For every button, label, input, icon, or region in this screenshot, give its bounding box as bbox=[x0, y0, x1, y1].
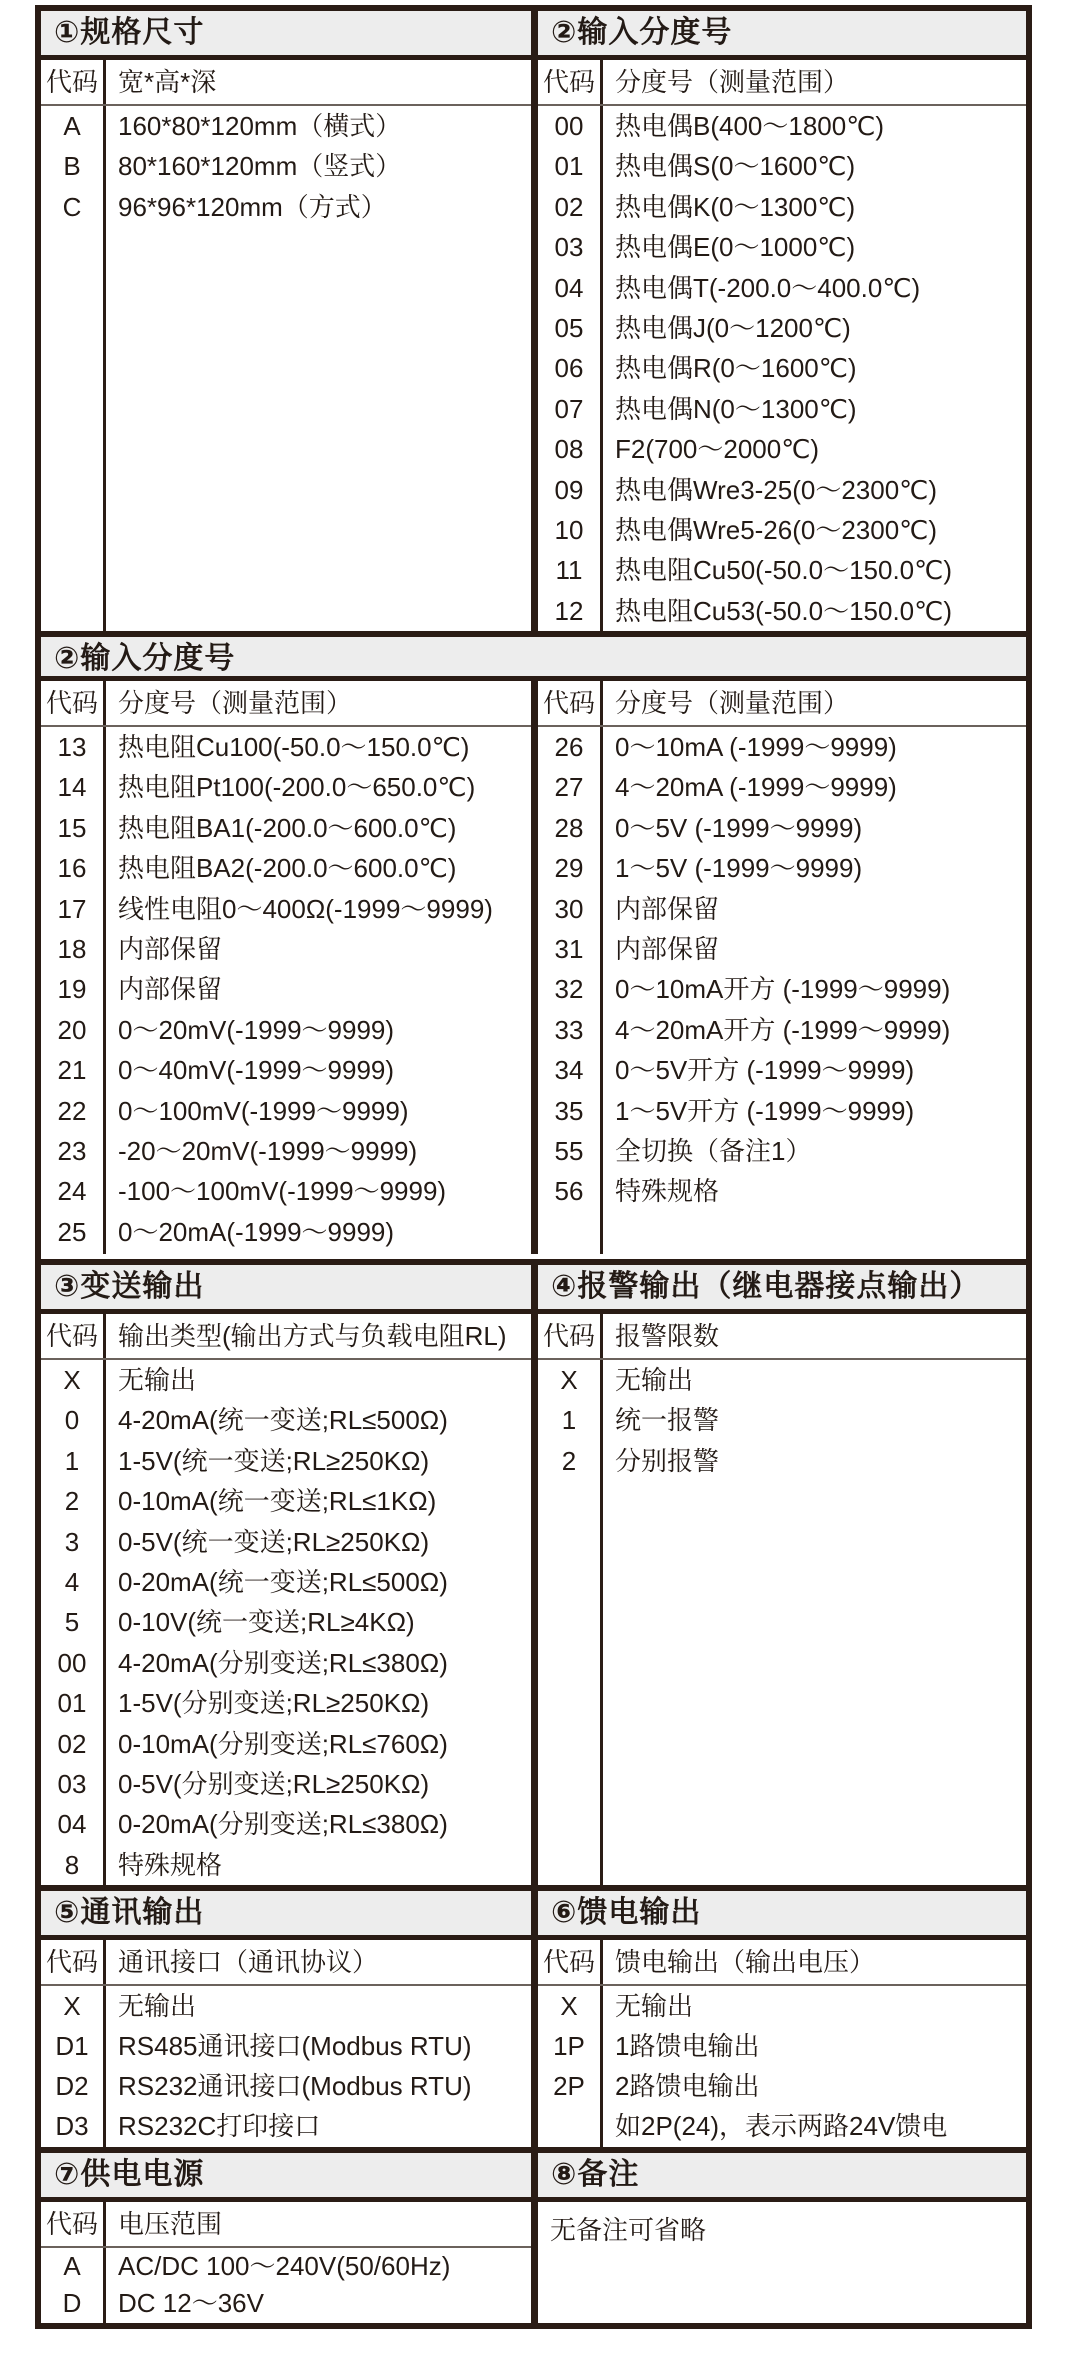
band-input-division-2 bbox=[41, 631, 1026, 1259]
spec-selection-table bbox=[35, 5, 1032, 2329]
desc-cell: 1～5V (-1999～9999) bbox=[615, 853, 863, 884]
code-cell: 25 bbox=[57, 1216, 87, 1247]
desc-cell: 统一报警 bbox=[615, 1405, 720, 1436]
table-row bbox=[41, 1050, 531, 1090]
desc-cell: AC/DC 100～240V(50/60Hz) bbox=[118, 2251, 451, 2281]
table-row bbox=[41, 1522, 531, 1562]
desc-cell: RS485通讯接口(Modbus RTU) bbox=[118, 2031, 472, 2061]
table-row bbox=[41, 1171, 531, 1211]
desc-cell: 内部保留 bbox=[118, 974, 223, 1005]
section-title: ③变送输出 bbox=[41, 1265, 531, 1314]
table-row bbox=[41, 1643, 531, 1683]
section-input-division-1 bbox=[538, 11, 1026, 631]
code-cell: 32 bbox=[554, 974, 584, 1005]
table-row bbox=[538, 227, 1026, 267]
desc-header-cell: 输出类型(输出方式与负载电阻RL) bbox=[118, 1321, 507, 1351]
desc-cell: 热电偶Wre3-25(0～2300℃) bbox=[615, 474, 938, 505]
code-cell: B bbox=[63, 151, 81, 182]
desc-cell: 0-5V(统一变送;RL≥250KΩ) bbox=[118, 1526, 430, 1557]
desc-cell: 0～100mV(-1999～9999) bbox=[118, 1095, 409, 1126]
table-row bbox=[538, 1010, 1026, 1050]
code-cell: 26 bbox=[554, 732, 584, 762]
code-cell: 02 bbox=[554, 191, 584, 222]
table-row bbox=[538, 389, 1026, 429]
table-row bbox=[41, 1764, 531, 1804]
code-cell: 2P bbox=[553, 2071, 585, 2101]
table-row bbox=[41, 2248, 531, 2285]
table-row bbox=[538, 767, 1026, 807]
desc-cell: 0～10mA (-1999～9999) bbox=[615, 732, 897, 762]
code-cell: 1 bbox=[561, 1405, 577, 1436]
desc-cell: 热电阻BA1(-200.0～600.0℃) bbox=[118, 812, 457, 843]
code-cell: 3 bbox=[64, 1526, 80, 1557]
rows-area bbox=[538, 1986, 1026, 2147]
input-division-left-columns bbox=[41, 681, 538, 1254]
desc-cell: 线性电阻0～400Ω(-1999～9999) bbox=[118, 893, 493, 924]
desc-cell: 0～40mV(-1999～9999) bbox=[118, 1055, 395, 1086]
code-cell: C bbox=[62, 191, 82, 222]
code-cell: X bbox=[560, 1991, 578, 2021]
table-row bbox=[41, 1481, 531, 1521]
code-cell: 27 bbox=[554, 772, 584, 803]
code-cell: 5 bbox=[64, 1607, 80, 1638]
table-row bbox=[41, 1212, 531, 1252]
table-row bbox=[41, 929, 531, 969]
table-row bbox=[41, 2285, 531, 2322]
desc-cell: 无输出 bbox=[615, 1991, 694, 2021]
code-cell: 8 bbox=[64, 1849, 80, 1880]
section-title: ①规格尺寸 bbox=[41, 11, 531, 60]
code-cell: 05 bbox=[554, 312, 584, 343]
code-cell: 03 bbox=[554, 232, 584, 263]
table-row bbox=[41, 1010, 531, 1050]
code-cell: 56 bbox=[554, 1176, 584, 1207]
desc-cell: 热电偶S(0～1600℃) bbox=[615, 151, 856, 182]
code-cell: X bbox=[63, 1365, 81, 1395]
desc-cell: 0-20mA(统一变送;RL≤500Ω) bbox=[118, 1566, 448, 1597]
table-row bbox=[538, 1400, 1026, 1440]
code-cell: D1 bbox=[55, 2031, 89, 2061]
table-row bbox=[41, 187, 531, 227]
desc-cell: 热电偶B(400～1800℃) bbox=[615, 111, 885, 141]
desc-header-cell: 通讯接口（通讯协议） bbox=[118, 1947, 379, 1977]
code-cell: 00 bbox=[554, 111, 584, 141]
table-row bbox=[538, 848, 1026, 888]
desc-header-cell: 分度号（测量范围） bbox=[615, 688, 850, 718]
table-row bbox=[538, 308, 1026, 348]
desc-header-cell: 分度号（测量范围） bbox=[615, 67, 850, 97]
desc-cell: 0～5V开方 (-1999～9999) bbox=[615, 1055, 915, 1086]
code-header-cell: 代码 bbox=[45, 1947, 98, 1977]
table-row bbox=[41, 848, 531, 888]
desc-header-cell: 报警限数 bbox=[615, 1321, 720, 1351]
desc-cell: 热电偶R(0～1600℃) bbox=[615, 353, 857, 384]
rows-area bbox=[41, 1986, 531, 2147]
desc-cell: 2路馈电输出 bbox=[615, 2071, 760, 2101]
table-row bbox=[41, 1724, 531, 1764]
code-header-cell: 代码 bbox=[45, 67, 98, 97]
code-cell bbox=[538, 2106, 600, 2146]
table-row bbox=[41, 1683, 531, 1723]
table-row bbox=[538, 1131, 1026, 1171]
desc-cell: 无输出 bbox=[118, 1991, 197, 2021]
section-title: ②输入分度号 bbox=[538, 11, 1026, 60]
table-row bbox=[41, 1562, 531, 1602]
code-cell: 30 bbox=[554, 893, 584, 924]
band-power-and-remarks bbox=[41, 2147, 1026, 2323]
desc-cell: 内部保留 bbox=[118, 933, 223, 964]
code-header-cell: 代码 bbox=[542, 1321, 595, 1351]
code-cell: X bbox=[63, 1991, 81, 2021]
desc-cell: 热电阻Cu100(-50.0～150.0℃) bbox=[118, 732, 470, 762]
code-cell: 04 bbox=[554, 272, 584, 303]
code-header-cell: 代码 bbox=[45, 688, 98, 718]
code-cell: 08 bbox=[554, 434, 584, 465]
table-row bbox=[41, 889, 531, 929]
section-communication-output bbox=[41, 1891, 538, 2147]
code-header-cell: 代码 bbox=[45, 1321, 98, 1351]
code-cell: 22 bbox=[57, 1095, 87, 1126]
desc-cell: 热电偶E(0～1000℃) bbox=[615, 232, 856, 263]
code-header-cell: 代码 bbox=[45, 2209, 98, 2239]
table-row bbox=[41, 1986, 531, 2026]
table-row bbox=[538, 591, 1026, 631]
desc-cell: 热电阻Pt100(-200.0～650.0℃) bbox=[118, 772, 476, 803]
desc-cell: 1～5V开方 (-1999～9999) bbox=[615, 1095, 915, 1126]
band-comm-and-feed bbox=[41, 1885, 1026, 2147]
table-row bbox=[41, 1441, 531, 1481]
code-cell: 55 bbox=[554, 1135, 584, 1166]
code-cell: 12 bbox=[554, 595, 584, 626]
code-cell: 1P bbox=[553, 2031, 585, 2061]
desc-cell: 0-5V(分别变送;RL≥250KΩ) bbox=[118, 1768, 430, 1799]
desc-cell: F2(700～2000℃) bbox=[615, 434, 820, 465]
table-row bbox=[538, 889, 1026, 929]
desc-cell: 热电偶J(0～1200℃) bbox=[615, 312, 851, 343]
table-row bbox=[538, 2066, 1026, 2106]
desc-cell: 分别报警 bbox=[615, 1445, 720, 1476]
desc-header-cell: 宽*高*深 bbox=[118, 67, 217, 97]
column-header-row bbox=[538, 1940, 1026, 1986]
table-row bbox=[538, 1441, 1026, 1481]
table-row bbox=[538, 510, 1026, 550]
table-row bbox=[538, 2026, 1026, 2066]
desc-cell: 热电阻BA2(-200.0～600.0℃) bbox=[118, 853, 457, 884]
desc-cell: 4-20mA(分别变送;RL≤380Ω) bbox=[118, 1647, 448, 1678]
desc-header-cell: 馈电输出（输出电压） bbox=[615, 1947, 876, 1977]
code-cell: 02 bbox=[57, 1728, 87, 1759]
section-alarm-output bbox=[538, 1265, 1026, 1885]
column-header-row bbox=[538, 60, 1026, 106]
table-row bbox=[41, 1091, 531, 1131]
code-cell: X bbox=[560, 1365, 578, 1395]
table-row bbox=[538, 1986, 1026, 2026]
table-row bbox=[538, 268, 1026, 308]
desc-cell: 0～20mA(-1999～9999) bbox=[118, 1216, 395, 1247]
rows-area bbox=[538, 727, 1026, 1254]
desc-cell: 无输出 bbox=[615, 1365, 694, 1395]
code-cell: 14 bbox=[57, 772, 87, 803]
table-row bbox=[538, 429, 1026, 469]
rows-area bbox=[41, 106, 531, 631]
code-cell: 20 bbox=[57, 1014, 87, 1045]
code-cell: 28 bbox=[554, 812, 584, 843]
code-cell: 24 bbox=[57, 1176, 87, 1207]
desc-cell: 热电偶Wre5-26(0～2300℃) bbox=[615, 514, 938, 545]
table-row bbox=[41, 146, 531, 186]
desc-header-cell: 电压范围 bbox=[118, 2209, 223, 2239]
desc-cell: 0～20mV(-1999～9999) bbox=[118, 1014, 395, 1045]
section-title: ⑧备注 bbox=[538, 2153, 1026, 2202]
column-header-row bbox=[538, 681, 1026, 727]
code-cell: 21 bbox=[57, 1055, 87, 1086]
table-row bbox=[538, 470, 1026, 510]
code-cell: 2 bbox=[561, 1445, 577, 1476]
rows-area bbox=[41, 727, 531, 1254]
table-row bbox=[538, 348, 1026, 388]
desc-cell: -100～100mV(-1999～9999) bbox=[118, 1176, 447, 1207]
table-row bbox=[41, 767, 531, 807]
section-remarks bbox=[538, 2153, 1026, 2323]
code-header-cell: 代码 bbox=[542, 1947, 595, 1977]
table-row bbox=[41, 1602, 531, 1642]
rows-area bbox=[538, 1360, 1026, 1885]
desc-cell: 1路馈电输出 bbox=[615, 2031, 760, 2061]
table-row bbox=[538, 146, 1026, 186]
section-feed-power-output bbox=[538, 1891, 1026, 2147]
code-cell: A bbox=[63, 2251, 81, 2281]
rows-area bbox=[41, 1360, 531, 1885]
code-header-cell: 代码 bbox=[542, 688, 595, 718]
desc-cell: 1-5V(统一变送;RL≥250KΩ) bbox=[118, 1445, 430, 1476]
code-cell: D bbox=[62, 2288, 82, 2318]
desc-cell: DC 12～36V bbox=[118, 2288, 264, 2318]
section-title: ⑦供电电源 bbox=[41, 2153, 531, 2202]
table-row bbox=[538, 969, 1026, 1009]
desc-cell: 0～10mA开方 (-1999～9999) bbox=[615, 974, 951, 1005]
desc-cell: 热电偶T(-200.0～400.0℃) bbox=[615, 272, 921, 303]
desc-cell: 热电阻Cu50(-50.0～150.0℃) bbox=[615, 555, 952, 586]
table-row bbox=[538, 1360, 1026, 1400]
code-cell: 1 bbox=[64, 1445, 80, 1476]
code-cell: 33 bbox=[554, 1014, 584, 1045]
table-row bbox=[41, 2106, 531, 2146]
table-row bbox=[538, 1050, 1026, 1090]
code-cell: 07 bbox=[554, 393, 584, 424]
table-row bbox=[41, 2026, 531, 2066]
code-cell: 01 bbox=[57, 1688, 87, 1719]
column-header-row bbox=[41, 681, 531, 727]
section-title: ⑤通讯输出 bbox=[41, 1891, 531, 1940]
code-cell: 06 bbox=[554, 353, 584, 384]
code-cell: 01 bbox=[554, 151, 584, 182]
desc-cell: 热电阻Cu53(-50.0～150.0℃) bbox=[615, 595, 952, 626]
section-power-supply bbox=[41, 2153, 538, 2323]
table-row bbox=[538, 106, 1026, 146]
table-row bbox=[41, 1131, 531, 1171]
code-cell: 04 bbox=[57, 1809, 87, 1840]
table-row bbox=[41, 1400, 531, 1440]
desc-cell: 4-20mA(统一变送;RL≤500Ω) bbox=[118, 1405, 448, 1436]
desc-cell: 0-10V(统一变送;RL≥4KΩ) bbox=[118, 1607, 415, 1638]
desc-cell: 1-5V(分别变送;RL≥250KΩ) bbox=[118, 1688, 430, 1719]
section-title: ②输入分度号 bbox=[41, 637, 1026, 681]
column-header-row bbox=[538, 1314, 1026, 1360]
desc-cell: 96*96*120mm（方式） bbox=[118, 191, 387, 222]
desc-cell: RS232通讯接口(Modbus RTU) bbox=[118, 2071, 472, 2101]
code-cell: 00 bbox=[57, 1647, 87, 1678]
code-cell: D3 bbox=[55, 2111, 89, 2141]
table-row bbox=[41, 1360, 531, 1400]
code-cell: 16 bbox=[57, 853, 87, 884]
desc-header-cell: 分度号（测量范围） bbox=[118, 688, 353, 718]
code-cell: 29 bbox=[554, 853, 584, 884]
code-cell: 15 bbox=[57, 812, 87, 843]
band-size-and-input bbox=[41, 11, 1026, 631]
desc-cell: 0-10mA(统一变送;RL≤1KΩ) bbox=[118, 1486, 437, 1517]
desc-cell: 特殊规格 bbox=[118, 1849, 223, 1880]
code-cell: 35 bbox=[554, 1095, 584, 1126]
section-title: ⑥馈电输出 bbox=[538, 1891, 1026, 1940]
table-row bbox=[538, 1171, 1026, 1211]
table-row bbox=[41, 2066, 531, 2106]
code-cell: 13 bbox=[57, 732, 87, 762]
band-transmit-and-alarm bbox=[41, 1259, 1026, 1885]
code-header-cell: 代码 bbox=[542, 67, 595, 97]
rows-area bbox=[41, 2248, 531, 2323]
code-cell: A bbox=[63, 111, 81, 141]
note-text: 无备注可省略 bbox=[550, 2215, 707, 2245]
code-cell: 11 bbox=[555, 555, 583, 586]
table-row bbox=[41, 727, 531, 767]
desc-cell: 0-10mA(分别变送;RL≤760Ω) bbox=[118, 1728, 448, 1759]
code-cell: 4 bbox=[64, 1566, 80, 1597]
section-size bbox=[41, 11, 538, 631]
code-cell: 19 bbox=[57, 974, 87, 1005]
table-row bbox=[538, 929, 1026, 969]
desc-cell: 4～20mA开方 (-1999～9999) bbox=[615, 1014, 951, 1045]
section-transmit-output bbox=[41, 1265, 538, 1885]
input-division-right-columns bbox=[538, 681, 1026, 1254]
column-header-row bbox=[41, 60, 531, 106]
desc-cell: 内部保留 bbox=[615, 893, 720, 924]
table-row bbox=[538, 1091, 1026, 1131]
code-cell: D2 bbox=[55, 2071, 89, 2101]
code-cell: 10 bbox=[554, 514, 584, 545]
desc-cell: 热电偶K(0～1300℃) bbox=[615, 191, 856, 222]
table-row bbox=[538, 187, 1026, 227]
desc-cell: 0～5V (-1999～9999) bbox=[615, 812, 863, 843]
desc-cell: 80*160*120mm（竖式） bbox=[118, 151, 402, 182]
code-cell: 31 bbox=[554, 933, 584, 964]
code-cell: 09 bbox=[554, 474, 584, 505]
merged-body bbox=[41, 681, 1026, 1254]
column-header-row bbox=[41, 1314, 531, 1360]
table-row bbox=[41, 1804, 531, 1844]
desc-cell: 160*80*120mm（横式） bbox=[118, 111, 402, 141]
table-row bbox=[538, 808, 1026, 848]
column-header-row bbox=[41, 2202, 531, 2248]
column-header-row bbox=[41, 1940, 531, 1986]
desc-cell: 4～20mA (-1999～9999) bbox=[615, 772, 897, 803]
section-title: ④报警输出（继电器接点输出） bbox=[538, 1265, 1026, 1314]
table-row bbox=[538, 727, 1026, 767]
desc-cell: 全切换（备注1） bbox=[615, 1135, 812, 1166]
table-row bbox=[41, 106, 531, 146]
table-row bbox=[41, 808, 531, 848]
code-cell: 03 bbox=[57, 1768, 87, 1799]
code-cell: 0 bbox=[64, 1405, 80, 1436]
rows-area bbox=[538, 106, 1026, 631]
code-cell: 18 bbox=[57, 933, 87, 964]
code-cell: 2 bbox=[64, 1486, 80, 1517]
table-row bbox=[538, 550, 1026, 590]
code-cell: 34 bbox=[554, 1055, 584, 1086]
desc-cell: 如2P(24)，表示两路24V馈电 bbox=[615, 2111, 948, 2141]
table-row bbox=[41, 969, 531, 1009]
desc-cell: 热电偶N(0～1300℃) bbox=[615, 393, 857, 424]
table-row bbox=[538, 2106, 1026, 2146]
desc-cell: 内部保留 bbox=[615, 933, 720, 964]
code-cell: 17 bbox=[57, 893, 87, 924]
desc-cell: 无输出 bbox=[118, 1365, 197, 1395]
desc-cell: -20～20mV(-1999～9999) bbox=[118, 1135, 418, 1166]
table-row bbox=[41, 1845, 531, 1885]
desc-cell: 特殊规格 bbox=[615, 1176, 720, 1207]
desc-cell: RS232C打印接口 bbox=[118, 2111, 321, 2141]
desc-cell: 0-20mA(分别变送;RL≤380Ω) bbox=[118, 1809, 448, 1840]
code-cell: 23 bbox=[57, 1135, 87, 1166]
